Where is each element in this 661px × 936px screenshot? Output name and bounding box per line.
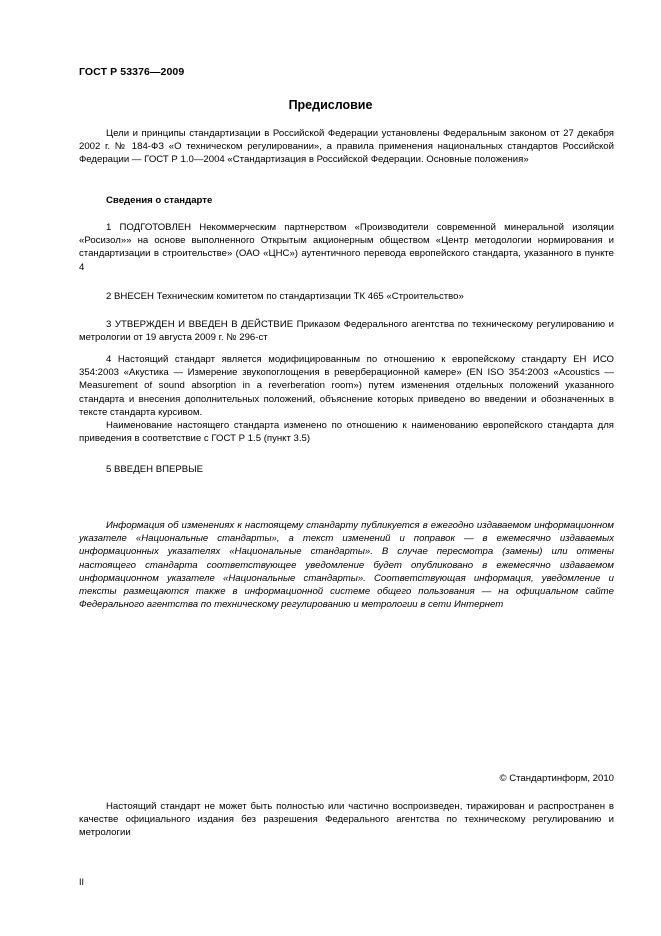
page-title: Предисловие xyxy=(288,98,373,112)
item-1-text: 1 ПОДГОТОВЛЕН Некоммерческим партнерством «Производители современной минеральной изоляции «Росизол»» на основе выполненного Открытым акционерным обществом «Центр методологии нормирования и стандартизации в строительстве» (ОАО «ЦНС») аутентичного перевода европейского стандарта, указанного в пункте 4 xyxy=(79,222,614,273)
reproduction-text: Настоящий стандарт не может быть полностью или частично воспроизведен, тиражирован и распространен в качестве официального издания без разрешения Федерального агентства по техническому регулированию и метрологии xyxy=(79,801,614,839)
notice-text: Информация об изменениях к настоящему стандарту публикуется в ежегодно издаваемом информационном указателе «Национальные стандарты», а текст изменений и поправок — в ежемесячно издаваемых информационных указателях «Национальные стандарты». В случае пересмотра (замены) или отмены настоящего стандарта соответствующее уведомление будет опубликовано в ежемесячно издаваемом информационном указателе «Национальные стандарты». Соответствующая информация, уведомление и тексты размещаются также в информационной системе общего пользования — на официальном сайте Федерального агентства по техническому регулированию и метрологии в сети Интернет xyxy=(79,520,614,611)
notice-paragraph xyxy=(79,519,614,611)
item-1 xyxy=(79,221,614,274)
item-2 xyxy=(79,290,614,303)
standard-id: ГОСТ Р 53376—2009 xyxy=(79,66,185,78)
info-heading: Сведения о стандарте xyxy=(106,195,213,206)
page-number: II xyxy=(79,877,85,887)
item-4-text: 4 Настоящий стандарт является модифицированным по отношению к европейскому стандарту ЕН ИСО 354:2003 «Акустика — Измерение звукопоглощения в реверберационной камере» (EN ISO 354:2003 «Acoustics — Measurement of sound absorption in a reverberation room») путем изменения отдельных положений указанного стандарта и внесения дополнительных положений, объяснение которых приведено во введении и обозначенных в тексте стандарта курсивом. xyxy=(79,354,614,418)
intro-paragraph xyxy=(79,127,614,167)
copyright: © Стандартинформ, 2010 xyxy=(499,773,614,784)
reproduction-paragraph xyxy=(79,800,614,840)
item-4 xyxy=(79,353,614,445)
item-3 xyxy=(79,318,614,344)
item-5-text: 5 ВВЕДЕН ВПЕРВЫЕ xyxy=(106,464,204,475)
item-2-text: 2 ВНЕСЕН Техническим комитетом по стандартизации ТК 465 «Строительство» xyxy=(106,291,464,302)
item-5 xyxy=(79,463,614,476)
item-4-note: Наименование настоящего стандарта изменено по отношению к наименованию европейского стандарта для приведения в соответствие с ГОСТ Р 1.5 (пункт 3.5) xyxy=(79,420,614,445)
item-3-text: 3 УТВЕРЖДЕН И ВВЕДЕН В ДЕЙСТВИЕ Приказом Федерального агентства по техническому регулированию и метрологии от 19 августа 2009 г. № 296-ст xyxy=(79,319,614,344)
intro-text: Цели и принципы стандартизации в Российской Федерации установлены Федеральным законом от 27 декабря 2002 г. № 184-ФЗ «О техническом регулировании», а правила применения национальных стандартов Российской Федерации — ГОСТ Р 1.0—2004 «Стандартизация в Российской Федерации. Основные положения» xyxy=(79,128,614,166)
